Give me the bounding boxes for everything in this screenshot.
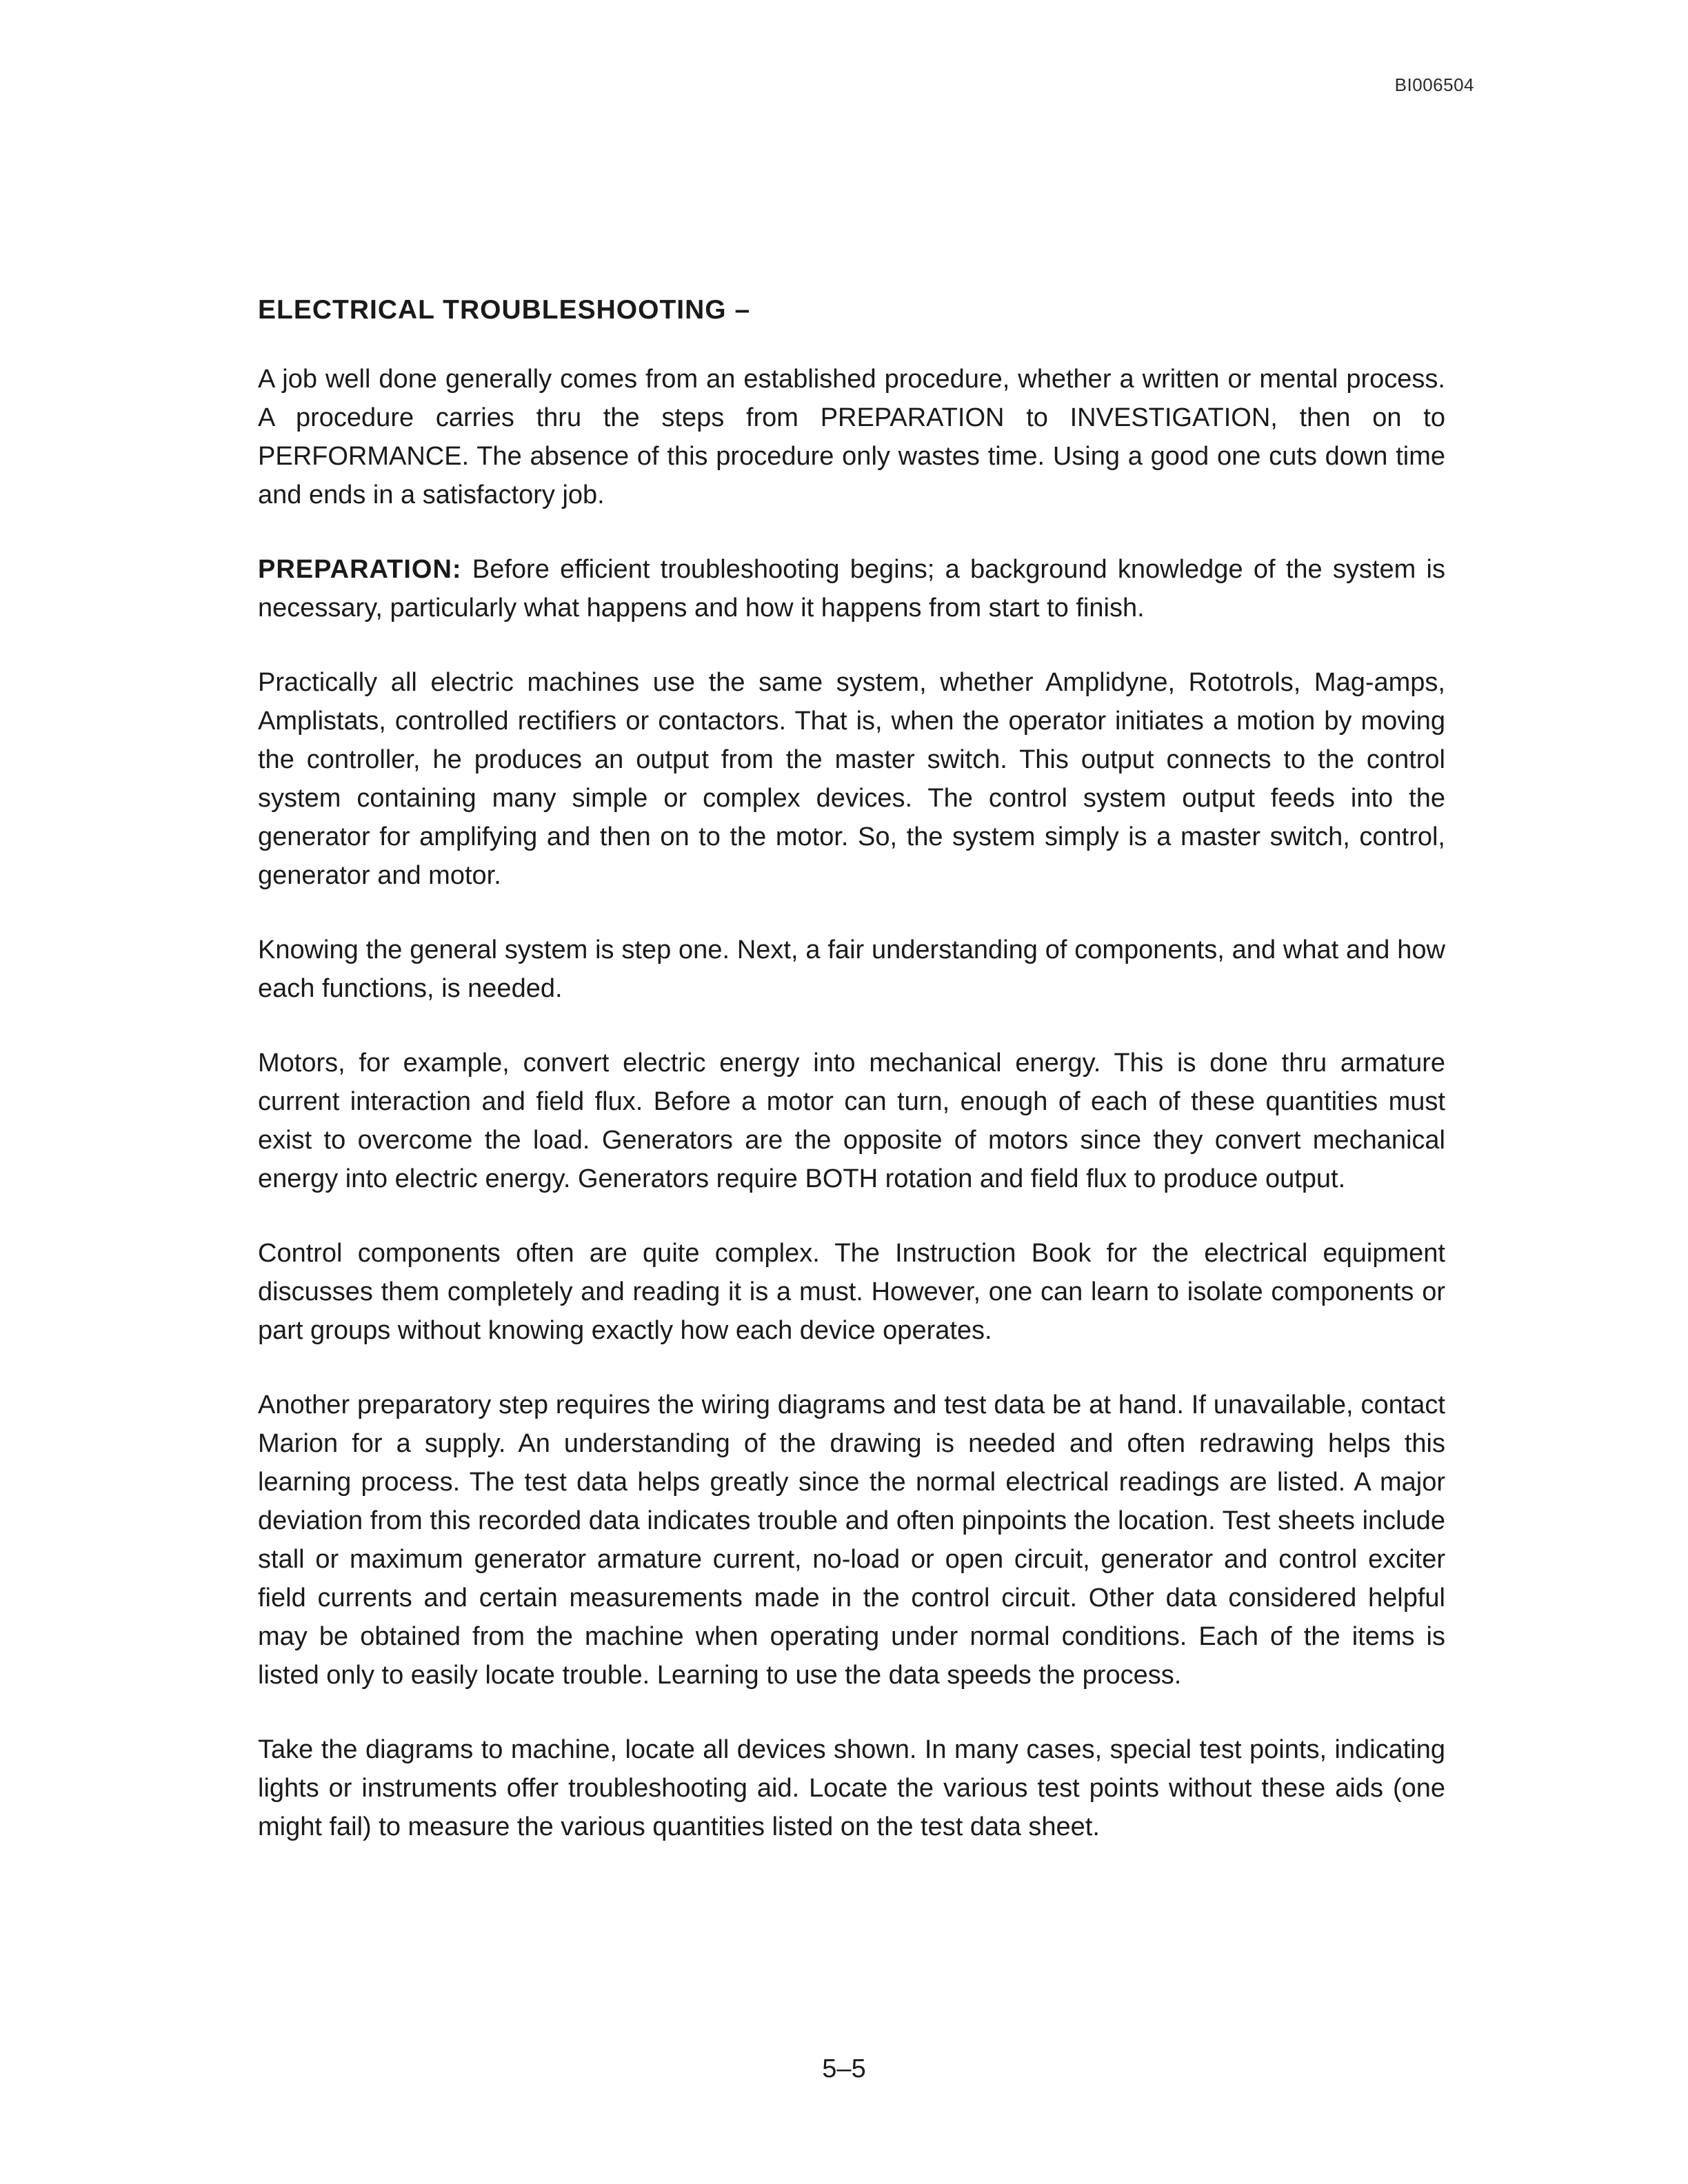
paragraph-lead: PREPARATION: [258,555,462,584]
paragraph-control [258,1234,1445,1350]
paragraph-text: A job well done generally comes from an established procedure, whether a written or mental process. A procedure carries thru the steps from PREPARATION to INVESTIGATION, then on to PERFORMANCE. The absence of this procedure only wastes time. Using a good one cuts down time and ends in a satisfactory job. [258,365,1445,509]
paragraph-text: Control components often are quite complex. The Instruction Book for the electrical equipment discusses them completely and reading it is a must. However, one can learn to isolate components or part groups without knowing exactly how each device operates. [258,1239,1445,1345]
paragraph-components [258,931,1445,1008]
section-title: ELECTRICAL TROUBLESHOOTING – [258,295,751,325]
paragraph-text: Another preparatory step requires the wiring diagrams and test data be at hand. If unavailable, contact Marion for a supply. An understanding of the drawing is needed and often redrawing helps this learning process. The test data helps greatly since the normal electrical readings are listed. A major deviation from this recorded data indicates trouble and often pinpoints the location. Test sheets include stall or maximum generator armature current, no-load or open circuit, generator and control exciter field currents and certain measurements made in the control circuit. Other data considered helpful may be obtained from the machine when operating under normal conditions. Each of the items is listed only to easily locate trouble. Learning to use the data speeds the process. [258,1391,1445,1690]
page-body [258,295,1445,1882]
paragraph-motors [258,1044,1445,1198]
paragraph-text: Knowing the general system is step one. Next, a fair understanding of components, and what and how each functions, is needed. [258,936,1445,1003]
paragraph-preparation [258,550,1445,627]
paragraph-text: Before efficient troubleshooting begins; a background knowledge of the system is necessary, particularly what happens and how it happens from start to finish. [258,555,1445,623]
paragraph-diagrams [258,1386,1445,1695]
page-number: 5–5 [822,2054,866,2083]
paragraph-text: Practically all electric machines use the same system, whether Amplidyne, Rototrols, Mag-amps, Amplistats, controlled rectifiers or contactors. That is, when the operator initiates a motion by moving the controller, he produces an output from the master switch. This output connects to the control system containing many simple or complex devices. The control system output feeds into the generator for amplifying and then on to the motor. So, the system simply is a master switch, control, generator and motor. [258,668,1445,890]
paragraph-text: Take the diagrams to machine, locate all devices shown. In many cases, special test points, indicating lights or instruments offer troubleshooting aid. Locate the various test points without these aids (one might fail) to measure the various quantities listed on the test data sheet. [258,1735,1445,1841]
document-id: BI006504 [1394,74,1474,95]
paragraph-text: Motors, for example, convert electric energy into mechanical energy. This is done thru armature current interaction and field flux. Before a motor can turn, enough of each of these quantities must exist to overcome the load. Generators are the opposite of motors since they convert mechanical energy into electric energy. Generators require BOTH rotation and field flux to produce output. [258,1049,1445,1193]
paragraph-intro [258,360,1445,514]
paragraph-test-points [258,1730,1445,1846]
paragraph-system [258,663,1445,895]
